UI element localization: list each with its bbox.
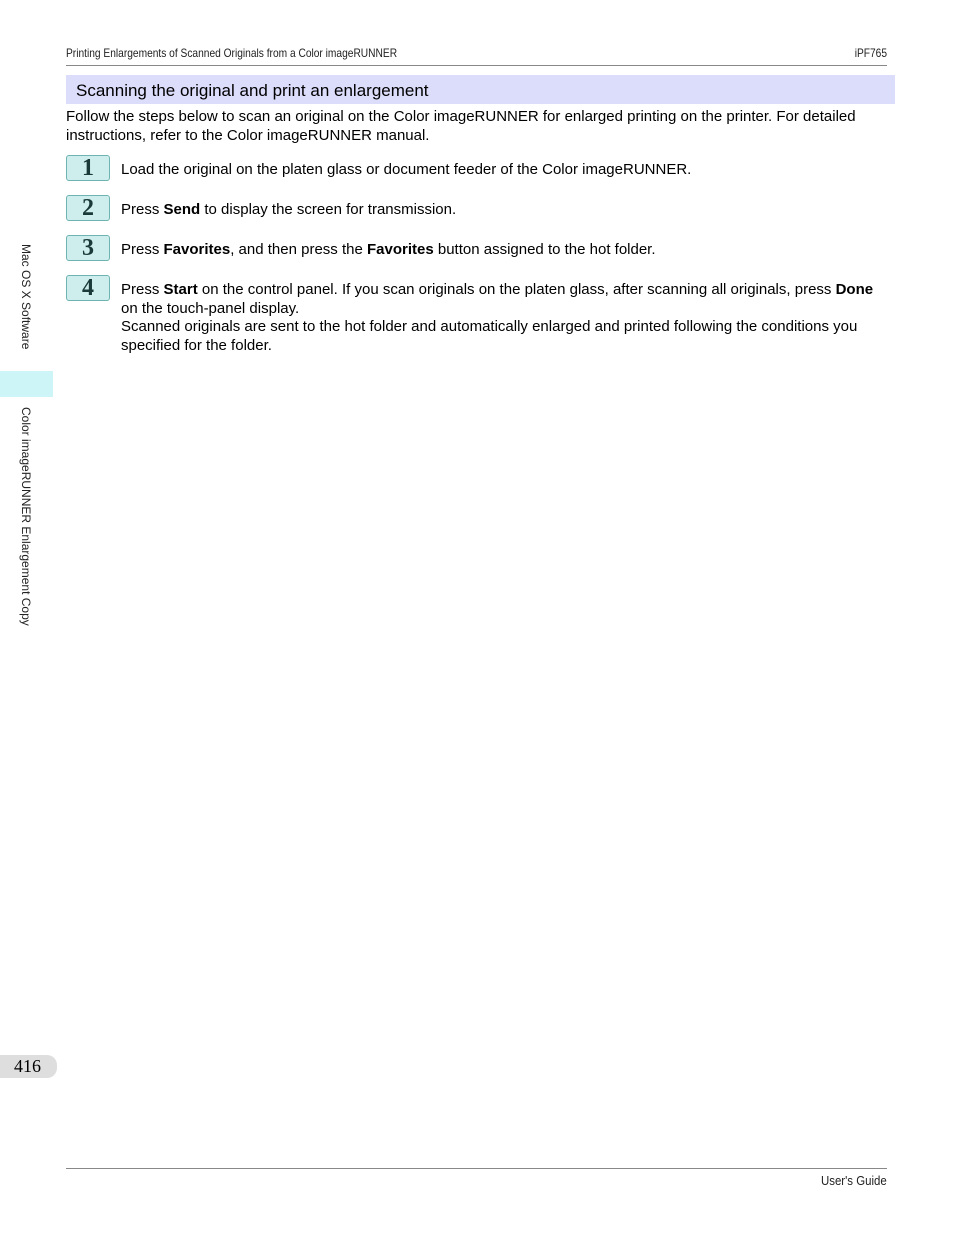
text-run: on the touch-panel display.	[121, 299, 300, 317]
ui-term-favorites: Favorites	[163, 241, 231, 258]
step-text: Load the original on the platen glass or document feeder of the Color imageRUNNER.	[121, 161, 692, 178]
step-number-badge: 2	[66, 195, 110, 221]
step-note: Scanned originals are sent to the hot folder and automatically enlarged and printed following the conditions you specified for the folder.	[121, 318, 858, 354]
page-number: 416	[0, 1055, 57, 1078]
running-header	[66, 46, 887, 60]
side-tab-active-marker	[0, 371, 53, 397]
text-run: Press	[121, 201, 164, 218]
text-run: button assigned to the hot folder.	[433, 241, 656, 258]
footer-divider	[66, 1168, 887, 1169]
step-text	[121, 241, 891, 260]
ui-term-done: Done	[835, 281, 874, 298]
intro-paragraph: Follow the steps below to scan an original on the Color imageRUNNER for enlarged printing on the printer. For detailed instructions, refer to the Color imageRUNNER manual.	[66, 108, 856, 144]
step-text	[121, 201, 891, 220]
step-text	[121, 281, 891, 355]
text-run: to display the screen for transmission.	[200, 201, 457, 218]
step-number-badge: 1	[66, 155, 110, 181]
text-run: Press	[121, 281, 164, 298]
model-name: iPF765	[854, 46, 887, 60]
ui-term-send: Send	[163, 201, 201, 218]
section-heading: Scanning the original and print an enlargement	[66, 75, 895, 104]
side-tab-mac-os-x-software[interactable]: Mac OS X Software	[19, 244, 33, 350]
step-number-badge: 4	[66, 275, 110, 301]
side-tab-color-imagerunner-enlargement-copy[interactable]: Color imageRUNNER Enlargement Copy	[19, 407, 33, 626]
text-run: Press	[121, 241, 164, 258]
footer-guide-name: User's Guide	[821, 1173, 887, 1188]
text-run: on the control panel. If you scan originals on the platen glass, after scanning all originals, press	[197, 281, 836, 298]
text-run: , and then press the	[230, 241, 367, 258]
step-number-badge: 3	[66, 235, 110, 261]
header-divider	[66, 65, 887, 66]
chapter-title: Printing Enlargements of Scanned Originals from a Color imageRUNNER	[66, 46, 398, 60]
ui-term-favorites: Favorites	[366, 241, 434, 258]
ui-term-start: Start	[163, 281, 198, 298]
